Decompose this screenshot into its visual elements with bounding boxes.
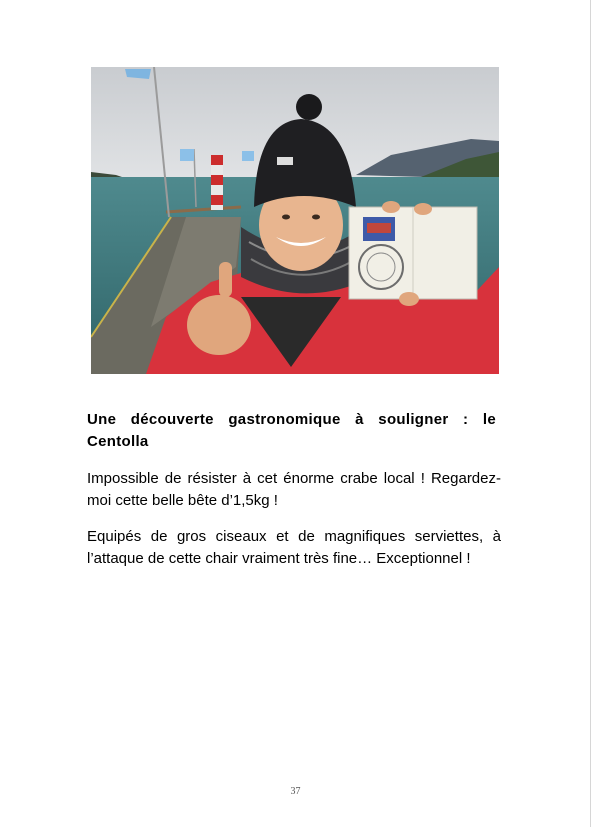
section-heading: Une découverte gastronomique à souligner : le Centolla bbox=[87, 411, 496, 450]
photo-woman-with-passport-stamp bbox=[91, 67, 499, 374]
page-number: 37 bbox=[290, 786, 301, 797]
paragraph-crab: Impossible de résister à cet énorme crabe local ! Regardez-moi cette belle bête d’1,5kg ! bbox=[87, 470, 501, 509]
paragraph-tasting: Equipés de gros ciseaux et de magnifiques serviettes, à l’attaque de cette chair vraiment très fine… Exceptionnel ! bbox=[87, 528, 501, 567]
